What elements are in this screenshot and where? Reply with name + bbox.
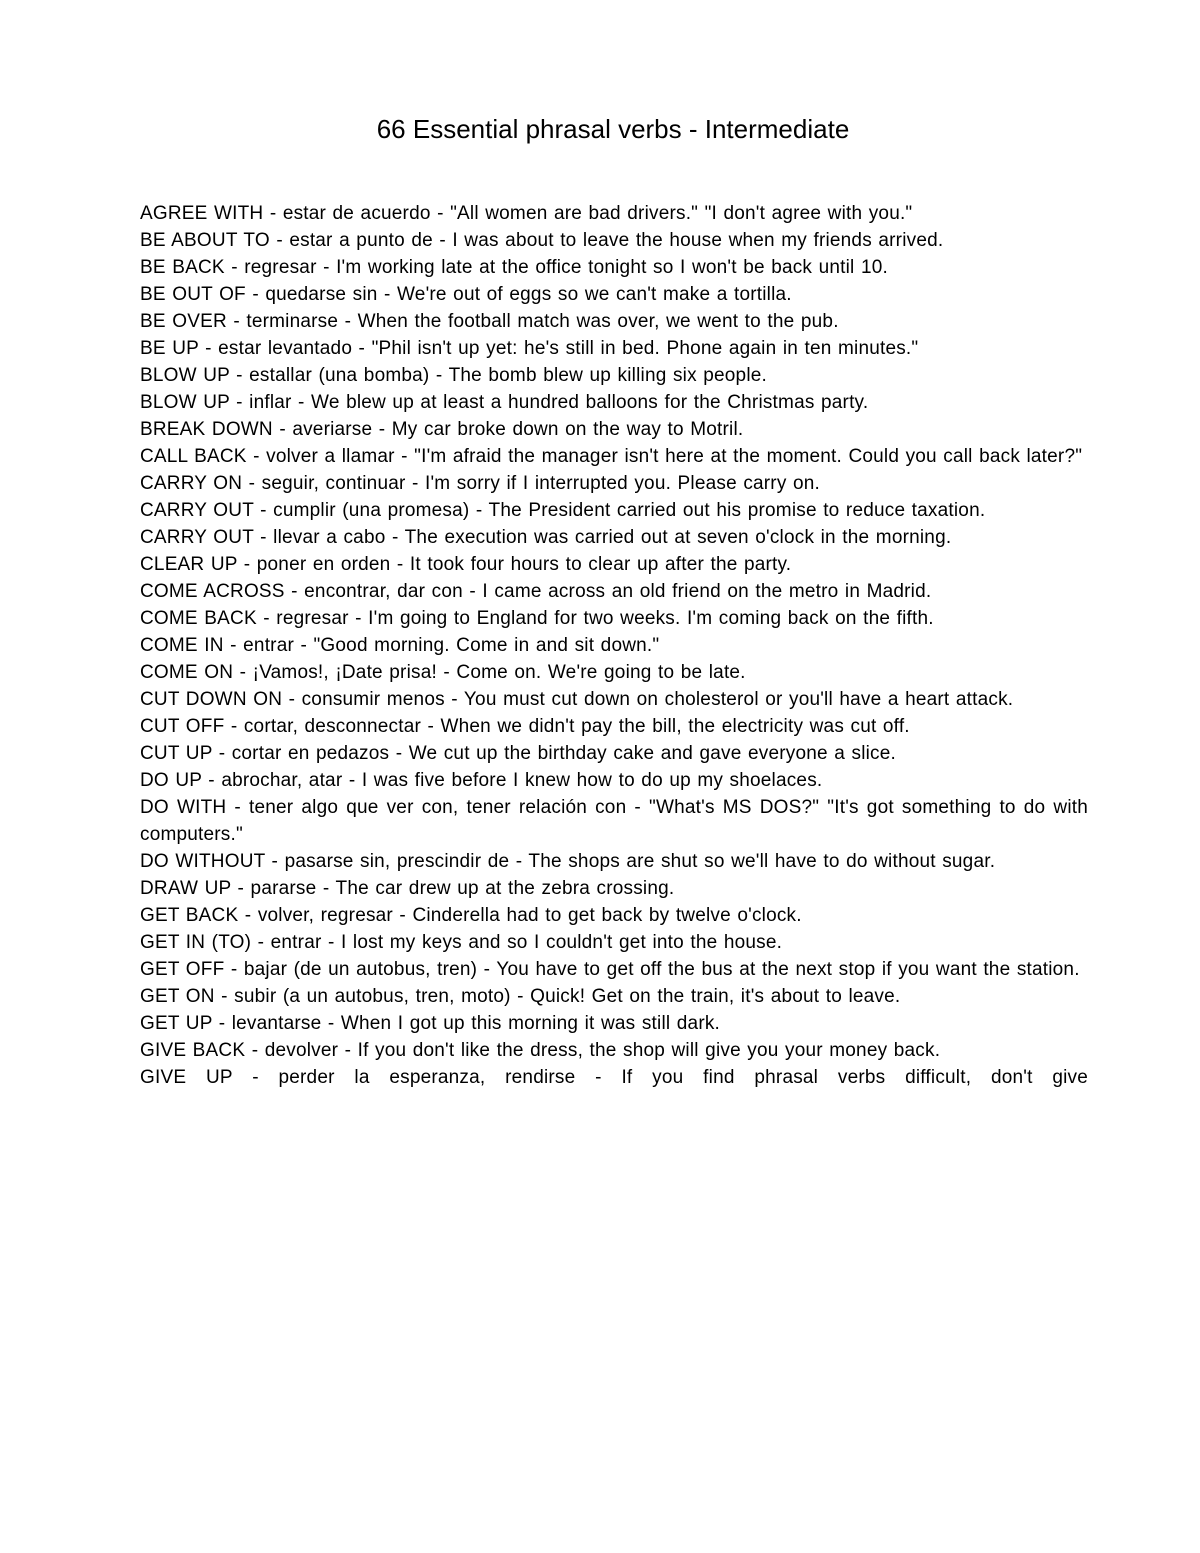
phrasal-verb-entry: COME BACK - regresar - I'm going to England for two weeks. I'm coming back on the fifth. xyxy=(140,608,934,629)
phrasal-verb-entry: AGREE WITH - estar de acuerdo - "All women are bad drivers." "I don't agree with you." xyxy=(140,203,913,224)
phrasal-verb-entry: DRAW UP - pararse - The car drew up at the zebra crossing. xyxy=(140,878,675,899)
phrasal-verb-entry: CARRY OUT - llevar a cabo - The execution was carried out at seven o'clock in the morning. xyxy=(140,527,952,548)
phrasal-verb-entry: CUT OFF - cortar, desconnectar - When we didn't pay the bill, the electricity was cut off. xyxy=(140,716,910,737)
phrasal-verb-entry: BE UP - estar levantado - "Phil isn't up yet: he's still in bed. Phone again in ten minutes." xyxy=(140,338,919,359)
phrasal-verb-list xyxy=(140,200,1088,1091)
phrasal-verb-entry: COME IN - entrar - "Good morning. Come in and sit down." xyxy=(140,635,660,656)
phrasal-verb-entry: BLOW UP - inflar - We blew up at least a hundred balloons for the Christmas party. xyxy=(140,392,869,413)
phrasal-verb-entry: GIVE UP - perder la esperanza, rendirse - If you find phrasal verbs difficult, don't give xyxy=(140,1067,1088,1088)
phrasal-verb-entry: GIVE BACK - devolver - If you don't like the dress, the shop will give you your money back. xyxy=(140,1040,941,1061)
phrasal-verb-entry: BE BACK - regresar - I'm working late at the office tonight so I won't be back until 10. xyxy=(140,257,888,278)
phrasal-verb-entry: CUT UP - cortar en pedazos - We cut up the birthday cake and gave everyone a slice. xyxy=(140,743,896,764)
phrasal-verb-entry: BREAK DOWN - averiarse - My car broke down on the way to Motril. xyxy=(140,419,744,440)
document-title: 66 Essential phrasal verbs - Intermediate xyxy=(376,114,850,144)
phrasal-verb-entry: BE ABOUT TO - estar a punto de - I was about to leave the house when my friends arrived. xyxy=(140,230,944,251)
phrasal-verb-entry: CLEAR UP - poner en orden - It took four hours to clear up after the party. xyxy=(140,554,792,575)
phrasal-verb-entry: COME ACROSS - encontrar, dar con - I came across an old friend on the metro in Madrid. xyxy=(140,581,932,602)
phrasal-verb-entry: GET OFF - bajar (de un autobus, tren) - You have to get off the bus at the next stop if you want the station. xyxy=(140,959,1080,980)
phrasal-verb-entry: GET ON - subir (a un autobus, tren, moto) - Quick! Get on the train, it's about to leave. xyxy=(140,986,901,1007)
phrasal-verb-entry: CARRY OUT - cumplir (una promesa) - The President carried out his promise to reduce taxation. xyxy=(140,500,986,521)
phrasal-verb-entry: DO WITH - tener algo que ver con, tener relación con - "What's MS DOS?" "It's got something to do with computers." xyxy=(140,797,1088,845)
phrasal-verb-entry: GET UP - levantarse - When I got up this morning it was still dark. xyxy=(140,1013,721,1034)
phrasal-verb-entry: CARRY ON - seguir, continuar - I'm sorry if I interrupted you. Please carry on. xyxy=(140,473,821,494)
phrasal-verb-entry: BLOW UP - estallar (una bomba) - The bomb blew up killing six people. xyxy=(140,365,767,386)
phrasal-verb-entry: CUT DOWN ON - consumir menos - You must cut down on cholesterol or you'll have a heart attack. xyxy=(140,689,1014,710)
phrasal-verb-entry: DO WITHOUT - pasarse sin, prescindir de - The shops are shut so we'll have to do without sugar. xyxy=(140,851,996,872)
phrasal-verb-entry: CALL BACK - volver a llamar - "I'm afraid the manager isn't here at the moment. Could you call back later?" xyxy=(140,446,1083,467)
phrasal-verb-entry: DO UP - abrochar, atar - I was five before I knew how to do up my shoelaces. xyxy=(140,770,823,791)
phrasal-verb-entry: COME ON - ¡Vamos!, ¡Date prisa! - Come on. We're going to be late. xyxy=(140,662,746,683)
phrasal-verb-entry: GET BACK - volver, regresar - Cinderella had to get back by twelve o'clock. xyxy=(140,905,802,926)
phrasal-verb-entry: BE OUT OF - quedarse sin - We're out of eggs so we can't make a tortilla. xyxy=(140,284,792,305)
phrasal-verb-entry: GET IN (TO) - entrar - I lost my keys and so I couldn't get into the house. xyxy=(140,932,783,953)
phrasal-verb-entry: BE OVER - terminarse - When the football match was over, we went to the pub. xyxy=(140,311,839,332)
